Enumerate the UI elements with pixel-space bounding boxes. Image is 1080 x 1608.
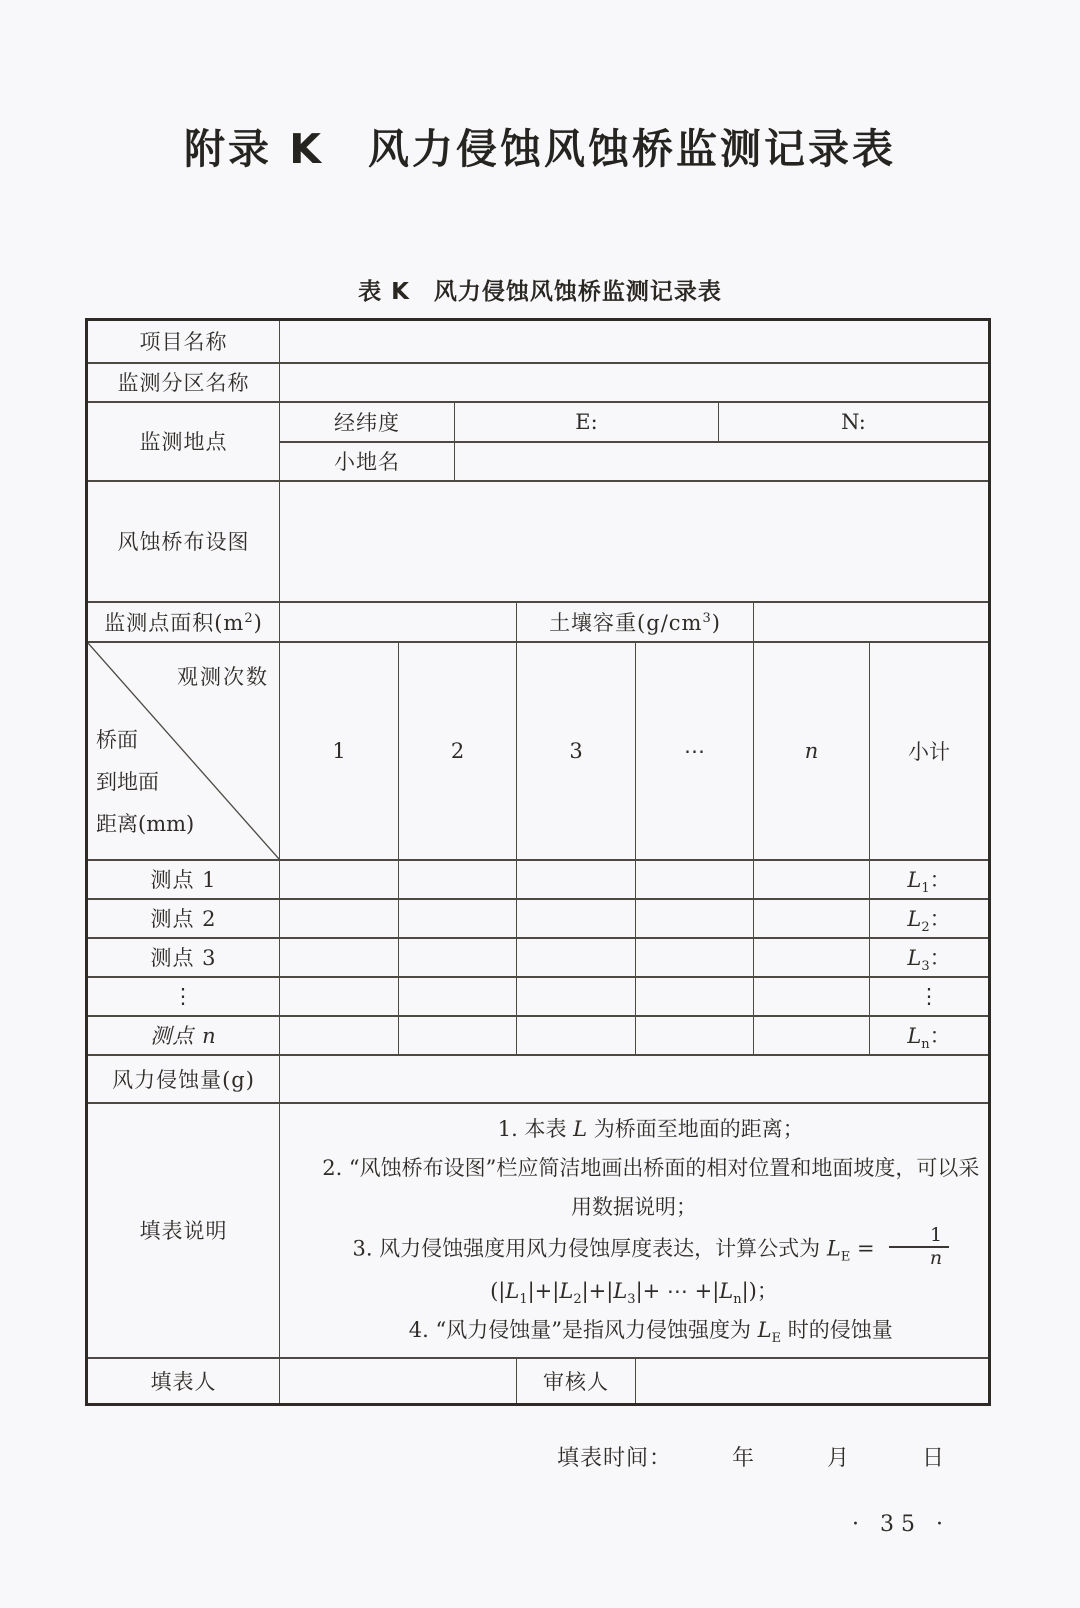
place-name-label: 小地名	[280, 442, 455, 481]
point-n-subtotal-colon: ：	[929, 1024, 951, 1048]
note-1-post: 为桥面至地面的距离；	[587, 1117, 804, 1142]
layout-sketch-label: 风蚀桥布设图	[87, 481, 280, 602]
note-3-term2-sub: 2	[573, 1292, 582, 1308]
point-2-obs-1	[280, 899, 399, 938]
point-1-obs-3	[517, 860, 636, 899]
note-2: 2. “风蚀桥布设图”栏应简洁地画出桥面的相对位置和地面坡度，可以采用数据说明；	[322, 1155, 980, 1219]
point-1-subtotal	[870, 860, 990, 899]
record-table	[85, 318, 991, 1406]
bridge-to-ground-label	[96, 719, 194, 845]
note-4-var: L	[757, 1318, 772, 1343]
page-number: · 35 ·	[852, 1512, 950, 1537]
row-project-name	[87, 320, 990, 363]
column-header-ellipsis: ⋯	[636, 642, 754, 860]
note-1-pre: 1. 本表	[497, 1117, 574, 1142]
note-4-post: 时的侵蚀量	[781, 1318, 893, 1343]
point-3-obs-1	[280, 938, 399, 977]
point-1-obs-n	[754, 860, 870, 899]
point-n-obs-1	[280, 1016, 399, 1055]
point-3-subtotal-var: L	[907, 946, 922, 970]
note-3-fraction-den-italic: n	[929, 1247, 943, 1270]
row-point-1	[87, 860, 990, 899]
point-2-label: 测点 2	[87, 899, 280, 938]
point-ellipsis-obs-n	[754, 977, 870, 1016]
point-n-obs-n	[754, 1016, 870, 1055]
notes-content	[280, 1103, 990, 1358]
note-4	[286, 1311, 982, 1350]
project-name-label: 项目名称	[87, 320, 280, 363]
point-ellipsis-obs-1	[280, 977, 399, 1016]
fill-time-label: 填表时间：	[556, 1446, 672, 1471]
point-1-label: 测点 1	[87, 860, 280, 899]
erosion-amount-label: 风力侵蚀量(g)	[87, 1055, 280, 1103]
diagonal-header-cell	[87, 642, 280, 860]
north-coordinate-field: N:	[719, 402, 990, 442]
row-zone-name	[87, 363, 990, 402]
point-n-obs-2	[399, 1016, 517, 1055]
location-label: 监测地点	[87, 402, 280, 481]
area-label-sup: 2	[244, 610, 254, 626]
row-location-latlon	[87, 402, 990, 442]
note-3-fraction-num: 1	[889, 1225, 949, 1249]
fill-time-day: 日	[921, 1446, 945, 1471]
row-point-3	[87, 938, 990, 977]
note-3	[286, 1223, 982, 1273]
note-3-term1-sub: 1	[519, 1292, 528, 1308]
note-3-term4: L	[719, 1279, 734, 1304]
erosion-amount-field	[280, 1055, 990, 1103]
filler-field	[280, 1358, 517, 1405]
row-notes	[87, 1103, 990, 1358]
density-label-post: )	[711, 610, 721, 635]
bridge-label-line2: 到地面	[96, 769, 159, 794]
point-2-subtotal-sub: 2	[921, 920, 930, 936]
column-header-subtotal: 小计	[870, 642, 990, 860]
column-header-n-italic: n	[804, 738, 819, 763]
point-2-subtotal	[870, 899, 990, 938]
density-field	[754, 602, 990, 642]
density-label-pre: 土壤容重(g/cm	[549, 610, 703, 635]
note-3-term4-sub: n	[733, 1292, 742, 1308]
note-3-term1: L	[505, 1279, 520, 1304]
row-erosion-amount	[87, 1055, 990, 1103]
row-signatures	[87, 1358, 990, 1405]
zone-name-label: 监测分区名称	[87, 363, 280, 402]
point-1-obs-etc	[636, 860, 754, 899]
bridge-label-line1: 桥面	[96, 727, 138, 752]
row-matrix-header	[87, 642, 990, 860]
note-3-term3-sub: 3	[627, 1292, 636, 1308]
point-n-obs-etc	[636, 1016, 754, 1055]
row-point-n	[87, 1016, 990, 1055]
point-2-obs-2	[399, 899, 517, 938]
note-3-line2	[286, 1272, 982, 1311]
note-3-var: L	[826, 1235, 841, 1260]
column-header-2: 2	[399, 642, 517, 860]
column-header-3: 3	[517, 642, 636, 860]
row-point-ellipsis	[87, 977, 990, 1016]
point-2-obs-etc	[636, 899, 754, 938]
filler-label: 填表人	[87, 1358, 280, 1405]
note-3-term2: L	[559, 1279, 574, 1304]
area-label	[87, 602, 280, 642]
note-3-plus1: |+|	[527, 1279, 560, 1304]
page-title: 附录 K 风力侵蚀风蚀桥监测记录表	[183, 125, 897, 173]
column-header-n	[754, 642, 870, 860]
point-3-subtotal-colon: ：	[929, 946, 951, 970]
reviewer-field	[636, 1358, 990, 1405]
fill-time-month: 月	[826, 1446, 850, 1471]
row-point-2	[87, 899, 990, 938]
point-1-subtotal-colon: ：	[929, 868, 951, 892]
point-3-label: 测点 3	[87, 938, 280, 977]
reviewer-label: 审核人	[517, 1358, 636, 1405]
point-ellipsis-obs-2	[399, 977, 517, 1016]
point-3-obs-3	[517, 938, 636, 977]
note-3-close: |)；	[741, 1279, 778, 1304]
table-caption: 表 K 风力侵蚀风蚀桥监测记录表	[358, 279, 722, 305]
density-label	[517, 602, 754, 642]
point-n-subtotal	[870, 1016, 990, 1055]
note-3-open: (|	[490, 1279, 506, 1304]
point-ellipsis-label: ⋮	[87, 977, 280, 1016]
point-2-subtotal-colon: ：	[929, 907, 951, 931]
point-3-subtotal-sub: 3	[921, 959, 930, 975]
point-n-label-text: 测点 n	[150, 1024, 217, 1048]
east-coordinate-field: E:	[455, 402, 719, 442]
row-layout-sketch	[87, 481, 990, 602]
project-name-field	[280, 320, 990, 363]
observation-count-label: 观测次数	[177, 664, 269, 689]
note-4-var-sub: E	[771, 1331, 782, 1347]
note-3-equals: =	[850, 1235, 882, 1260]
note-3-plus3: |+ ⋯ +|	[635, 1279, 720, 1304]
bridge-label-line3: 距离(mm)	[96, 811, 195, 836]
point-n-obs-3	[517, 1016, 636, 1055]
column-header-1: 1	[280, 642, 399, 860]
note-1	[286, 1110, 982, 1149]
point-ellipsis-subtotal: ⋮	[870, 977, 990, 1016]
note-3-pre: 3. 风力侵蚀强度用风力侵蚀厚度表达，计算公式为	[352, 1235, 827, 1260]
point-ellipsis-obs-3	[517, 977, 636, 1016]
fill-time-line	[85, 1441, 945, 1472]
place-name-field	[455, 442, 990, 481]
point-n-subtotal-sub: n	[921, 1037, 930, 1053]
note-3-fraction-den	[889, 1248, 949, 1270]
note-3-var-sub: E	[840, 1249, 851, 1265]
point-ellipsis-obs-etc	[636, 977, 754, 1016]
fill-time-year: 年	[731, 1446, 755, 1471]
point-1-obs-1	[280, 860, 399, 899]
point-1-obs-2	[399, 860, 517, 899]
point-1-subtotal-var: L	[907, 868, 922, 892]
latlon-label: 经纬度	[280, 402, 455, 442]
point-2-obs-n	[754, 899, 870, 938]
note-3-term3: L	[613, 1279, 628, 1304]
row-area-density	[87, 602, 990, 642]
area-field	[280, 602, 517, 642]
zone-name-field	[280, 363, 990, 402]
point-3-obs-n	[754, 938, 870, 977]
density-label-sup: 3	[702, 610, 712, 626]
area-label-post: )	[253, 610, 263, 635]
point-3-obs-2	[399, 938, 517, 977]
layout-sketch-field	[280, 481, 990, 602]
point-2-obs-3	[517, 899, 636, 938]
note-4-pre: 4. “风力侵蚀量”是指风力侵蚀强度为	[408, 1318, 758, 1343]
point-3-subtotal	[870, 938, 990, 977]
area-label-pre: 监测点面积(m	[104, 610, 245, 635]
note-1-var: L	[573, 1117, 588, 1142]
point-n-subtotal-var: L	[907, 1024, 922, 1048]
point-1-subtotal-sub: 1	[921, 881, 930, 897]
point-3-obs-etc	[636, 938, 754, 977]
point-n-label	[87, 1016, 280, 1055]
note-3-fraction	[889, 1225, 949, 1271]
notes-label: 填表说明	[87, 1103, 280, 1358]
point-2-subtotal-var: L	[907, 907, 922, 931]
note-3-plus2: |+|	[581, 1279, 614, 1304]
